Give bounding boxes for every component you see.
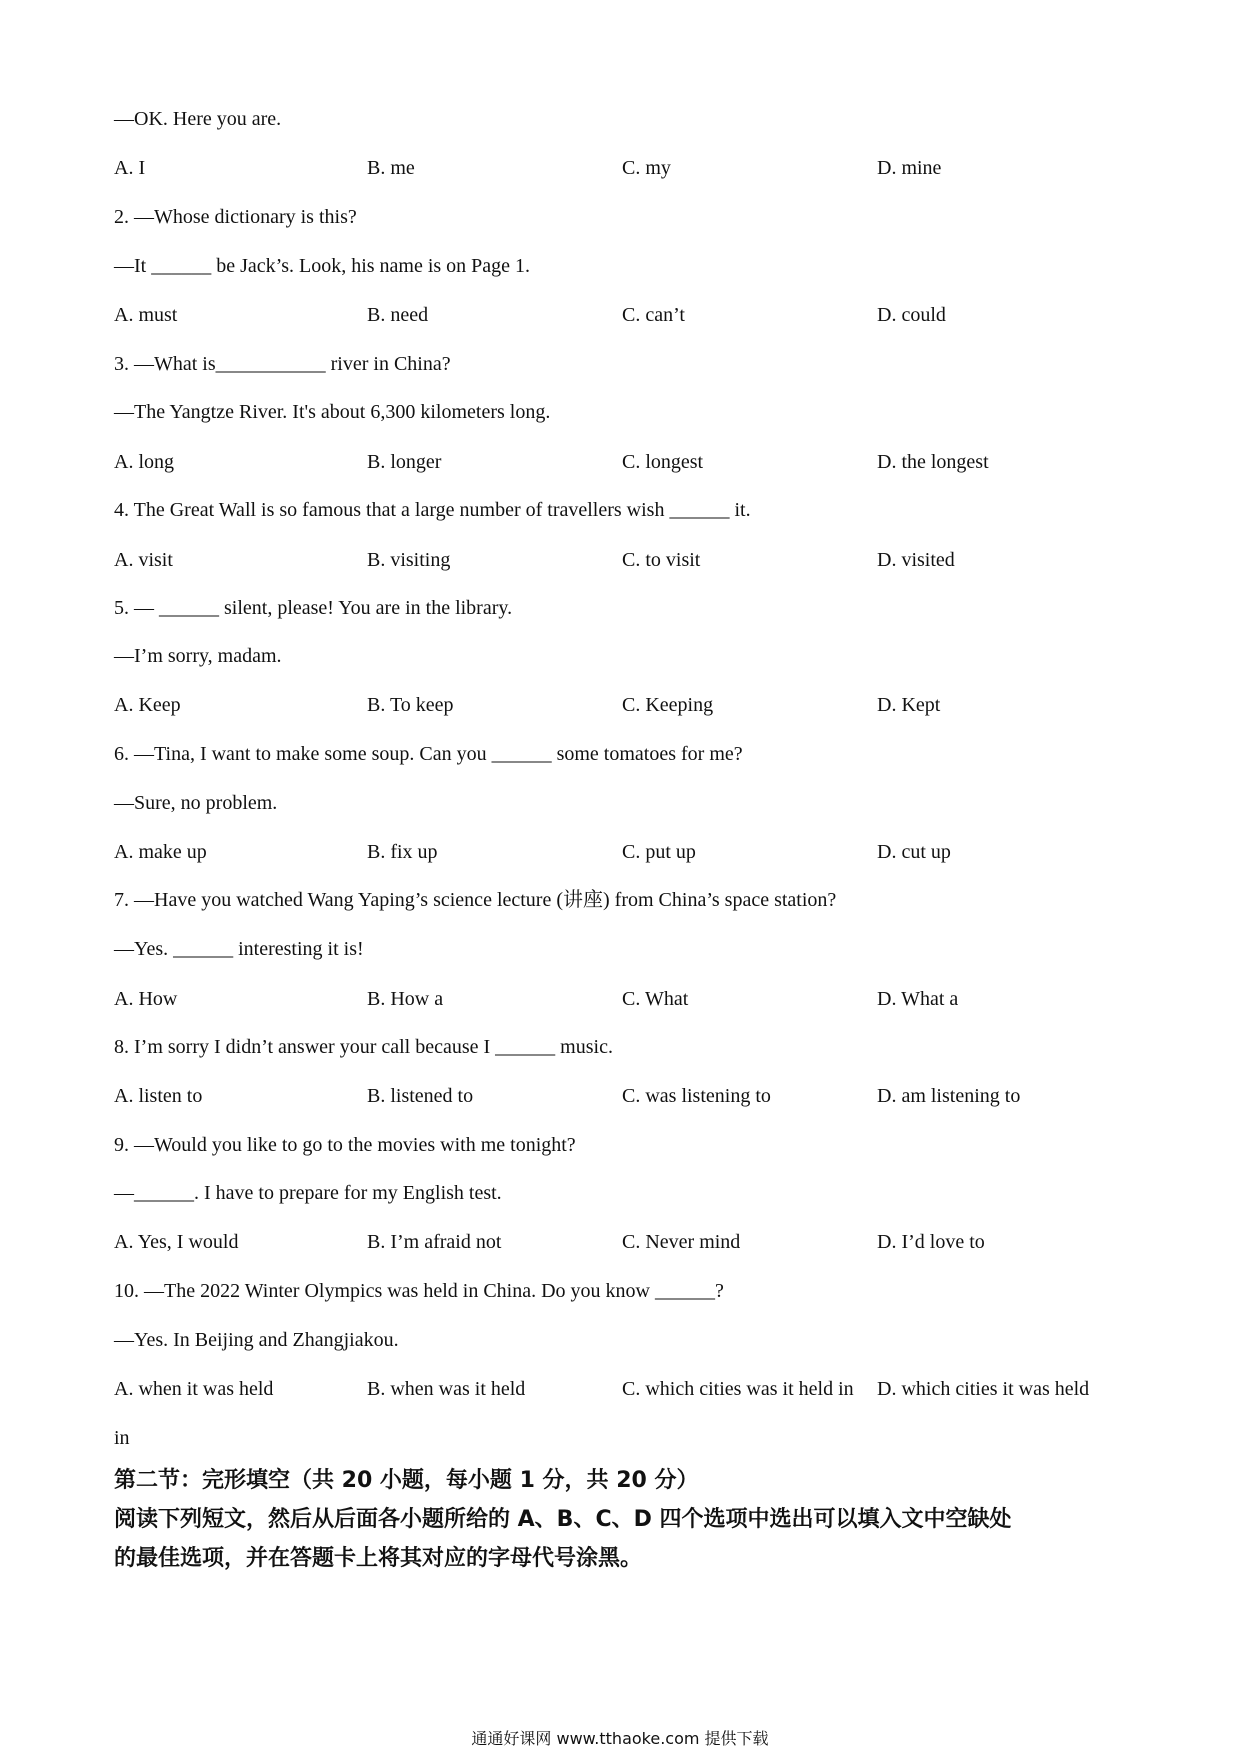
option-d: D. am listening to bbox=[877, 1085, 1021, 1107]
question-4: 4. The Great Wall is so famous that a large number of travellers wish ______ it. bbox=[114, 499, 751, 521]
option-a: A. How bbox=[114, 988, 178, 1010]
question-8: 8. I’m sorry I didn’t answer your call because I ______ music. bbox=[114, 1036, 613, 1058]
option-b: B. when was it held bbox=[367, 1378, 526, 1400]
section-title: 第二节：完形填空（共 20 小题，每小题 1 分，共 20 分） bbox=[114, 1468, 699, 1493]
option-c: C. longest bbox=[622, 451, 704, 473]
option-d: D. What a bbox=[877, 988, 959, 1010]
option-d: D. mine bbox=[877, 157, 942, 179]
question-6: 6. —Tina, I want to make some soup. Can you ______ some tomatoes for me? bbox=[114, 743, 743, 765]
dialogue-line: —Yes. ______ interesting it is! bbox=[114, 938, 364, 960]
question-10: 10. —The 2022 Winter Olympics was held in China. Do you know ______? bbox=[114, 1280, 724, 1302]
option-c: C. my bbox=[622, 157, 671, 179]
question-9: 9. —Would you like to go to the movies with me tonight? bbox=[114, 1134, 576, 1156]
option-b: B. me bbox=[367, 157, 415, 179]
question-7: 7. —Have you watched Wang Yaping’s science lecture (讲座) from China’s space station? bbox=[114, 889, 837, 911]
option-c: C. put up bbox=[622, 841, 696, 863]
option-c: C. What bbox=[622, 988, 689, 1010]
option-b: B. need bbox=[367, 304, 429, 326]
option-a: A. Yes, I would bbox=[114, 1231, 239, 1253]
option-a: A. I bbox=[114, 157, 146, 179]
option-c: C. which cities was it held in bbox=[622, 1378, 854, 1400]
question-5: 5. — ______ silent, please! You are in the library. bbox=[114, 597, 513, 619]
option-c: C. to visit bbox=[622, 549, 701, 571]
option-a: A. visit bbox=[114, 549, 173, 571]
option-c: C. Keeping bbox=[622, 694, 714, 716]
option-d: D. could bbox=[877, 304, 946, 326]
option-c: C. was listening to bbox=[622, 1085, 771, 1107]
dialogue-line: —I’m sorry, madam. bbox=[114, 645, 282, 667]
dialogue-line: —Yes. In Beijing and Zhangjiakou. bbox=[114, 1329, 399, 1351]
option-d-wrap: in bbox=[114, 1427, 130, 1449]
dialogue-line: —It ______ be Jack’s. Look, his name is on Page 1. bbox=[114, 255, 531, 277]
option-d: D. visited bbox=[877, 549, 955, 571]
question-3: 3. —What is___________ river in China? bbox=[114, 353, 451, 375]
option-d: D. which cities it was held bbox=[877, 1378, 1090, 1400]
page-footer: 通通好课网 www.tthaoke.com 提供下载 bbox=[471, 1729, 769, 1748]
option-d: D. cut up bbox=[877, 841, 951, 863]
option-b: B. visiting bbox=[367, 549, 451, 571]
option-c: C. can’t bbox=[622, 304, 685, 326]
dialogue-line: —Sure, no problem. bbox=[114, 792, 278, 814]
option-b: B. listened to bbox=[367, 1085, 474, 1107]
question-2: 2. —Whose dictionary is this? bbox=[114, 206, 357, 228]
section-instruction: 阅读下列短文，然后从后面各小题所给的 A、B、C、D 四个选项中选出可以填入文中空缺处 bbox=[114, 1507, 1012, 1532]
option-b: B. To keep bbox=[367, 694, 454, 716]
option-a: A. Keep bbox=[114, 694, 181, 716]
option-a: A. long bbox=[114, 451, 174, 473]
option-b: B. longer bbox=[367, 451, 442, 473]
option-b: B. fix up bbox=[367, 841, 438, 863]
dialogue-line: —______. I have to prepare for my English test. bbox=[114, 1182, 502, 1204]
dialogue-line: —OK. Here you are. bbox=[114, 108, 282, 130]
option-d: D. Kept bbox=[877, 694, 941, 716]
dialogue-line: —The Yangtze River. It's about 6,300 kilometers long. bbox=[114, 401, 551, 423]
option-a: A. must bbox=[114, 304, 178, 326]
option-c: C. Never mind bbox=[622, 1231, 741, 1253]
option-d: D. the longest bbox=[877, 451, 989, 473]
option-b: B. How a bbox=[367, 988, 444, 1010]
section-instruction-cont: 的最佳选项，并在答题卡上将其对应的字母代号涂黑。 bbox=[114, 1546, 643, 1571]
option-a: A. make up bbox=[114, 841, 207, 863]
option-a: A. when it was held bbox=[114, 1378, 274, 1400]
option-d: D. I’d love to bbox=[877, 1231, 985, 1253]
option-a: A. listen to bbox=[114, 1085, 203, 1107]
option-b: B. I’m afraid not bbox=[367, 1231, 502, 1253]
